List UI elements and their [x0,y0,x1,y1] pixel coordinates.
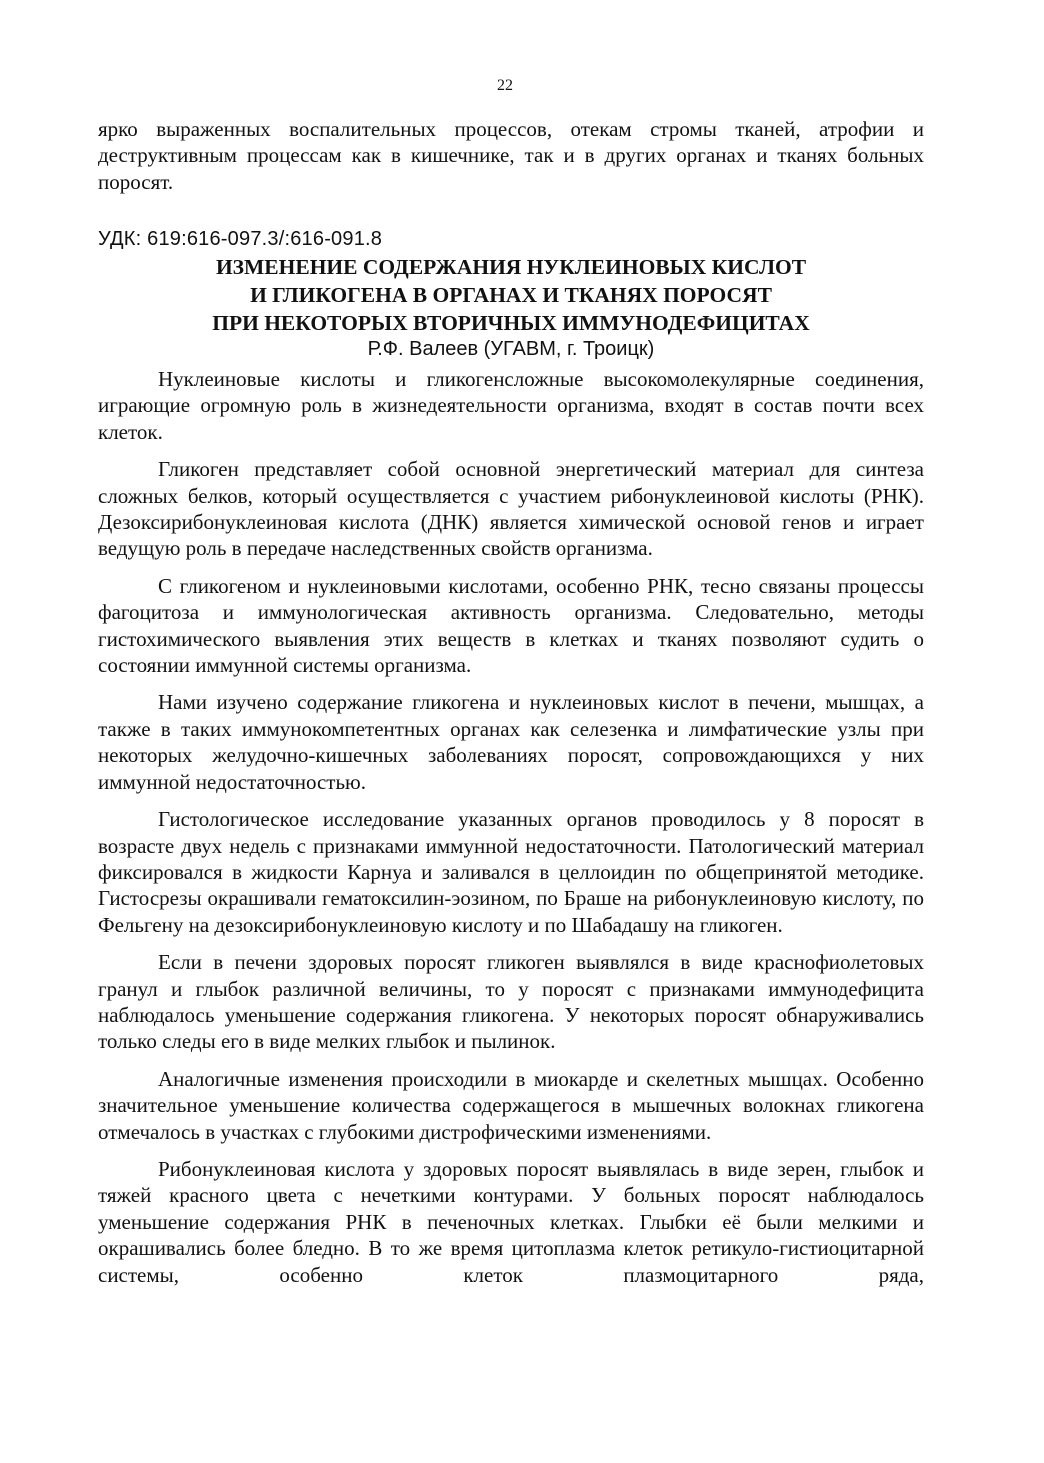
paragraph-4: Нами изучено содержание гликогена и нуклеиновых кислот в печени, мышцах, а также в таких иммунокомпетентных органах как селезенка и лимфатические узлы при некоторых желудочно-кишечных заболеваниях поросят, сопровождающихся у них иммунной недостаточностью. [98,690,924,794]
udk-code: УДК: 619:616-097.3/:616-091.8 [98,228,383,250]
article-title [98,253,924,337]
paragraph-5: Гистологическое исследование указанных органов проводилось у 8 поросят в возрасте двух недель с признаками иммунной недостаточности. Патологический материал фиксировался в жидкости Карнуа и заливался в целлоидин по общепринятой методике. Гистосрезы окрашивали гематоксилин-эозином, по Браше на рибонуклеиновую кислоту, по Фельгену на дезоксирибонуклеиновую кислоту и по Шабадашу на гликоген. [98,807,924,937]
paragraph-8: Рибонуклеиновая кислота у здоровых поросят выявлялась в виде зерен, глыбок и тяжей красного цвета с нечеткими контурами. У больных поросят наблюдалось уменьшение содержания РНК в печеночных клетках. Глыбки её были мелкими и окрашивались более бледно. В то же время цитоплазма клеток ретикуло-гистиоцитарной системы, особенно клеток плазмоцитарного ряда, [98,1156,924,1287]
paragraph-2: Гликоген представляет собой основной энергетический материал для синтеза сложных белков, который осуществляется с участием рибонуклеиновой кислоты (РНК). Дезоксирибонуклеиновая кислота (ДНК) является химической основой генов и играет ведущую роль в передаче наследственных свойств организма. [98,457,924,561]
article-body [98,366,924,1288]
title-line-3: ПРИ НЕКОТОРЫХ ВТОРИЧНЫХ ИММУНОДЕФИЦИТАХ [212,311,810,335]
paragraph-6: Если в печени здоровых поросят гликоген выявлялся в виде краснофиолетовых гранул и глыбок различной величины, то у поросят с признаками иммунодефицита наблюдалось уменьшение содержания гликогена. У некоторых поросят обнаруживались только следы его в виде мелких глыбок и пылинок. [98,950,924,1054]
paragraph-3: С гликогеном и нуклеиновыми кислотами, особенно РНК, тесно связаны процессы фагоцитоза и иммунологическая активность организма. Следовательно, методы гистохимического выявления этих веществ в клетках и тканях позволяют судить о состоянии иммунной системы организма. [98,573,924,678]
article-author: Р.Ф. Валеев (УГАВМ, г. Троицк) [367,338,655,360]
paragraph-1: Нуклеиновые кислоты и гликогенсложные высокомолекулярные соединения, играющие огромную роль в жизнедеятельности организма, входят в состав почти всех клеток. [98,367,924,444]
paragraph-7: Аналогичные изменения происходили в миокарде и скелетных мышцах. Особенно значительное уменьшение количества содержащегося в мышечных волокнах гликогена отмечалось в участках с глубокими дистрофическими изменениями. [98,1066,924,1144]
intro-paragraph: ярко выраженных воспалительных процессов, отекам стромы тканей, атрофии и деструктивным процессам как в кишечнике, так и в других органах и тканях больных поросят. [98,117,924,194]
title-line-2: И ГЛИКОГЕНА В ОРГАНАХ И ТКАНЯХ ПОРОСЯТ [250,283,772,307]
page-number: 22 [497,77,513,94]
title-line-1: ИЗМЕНЕНИЕ СОДЕРЖАНИЯ НУКЛЕИНОВЫХ КИСЛОТ [215,255,807,279]
